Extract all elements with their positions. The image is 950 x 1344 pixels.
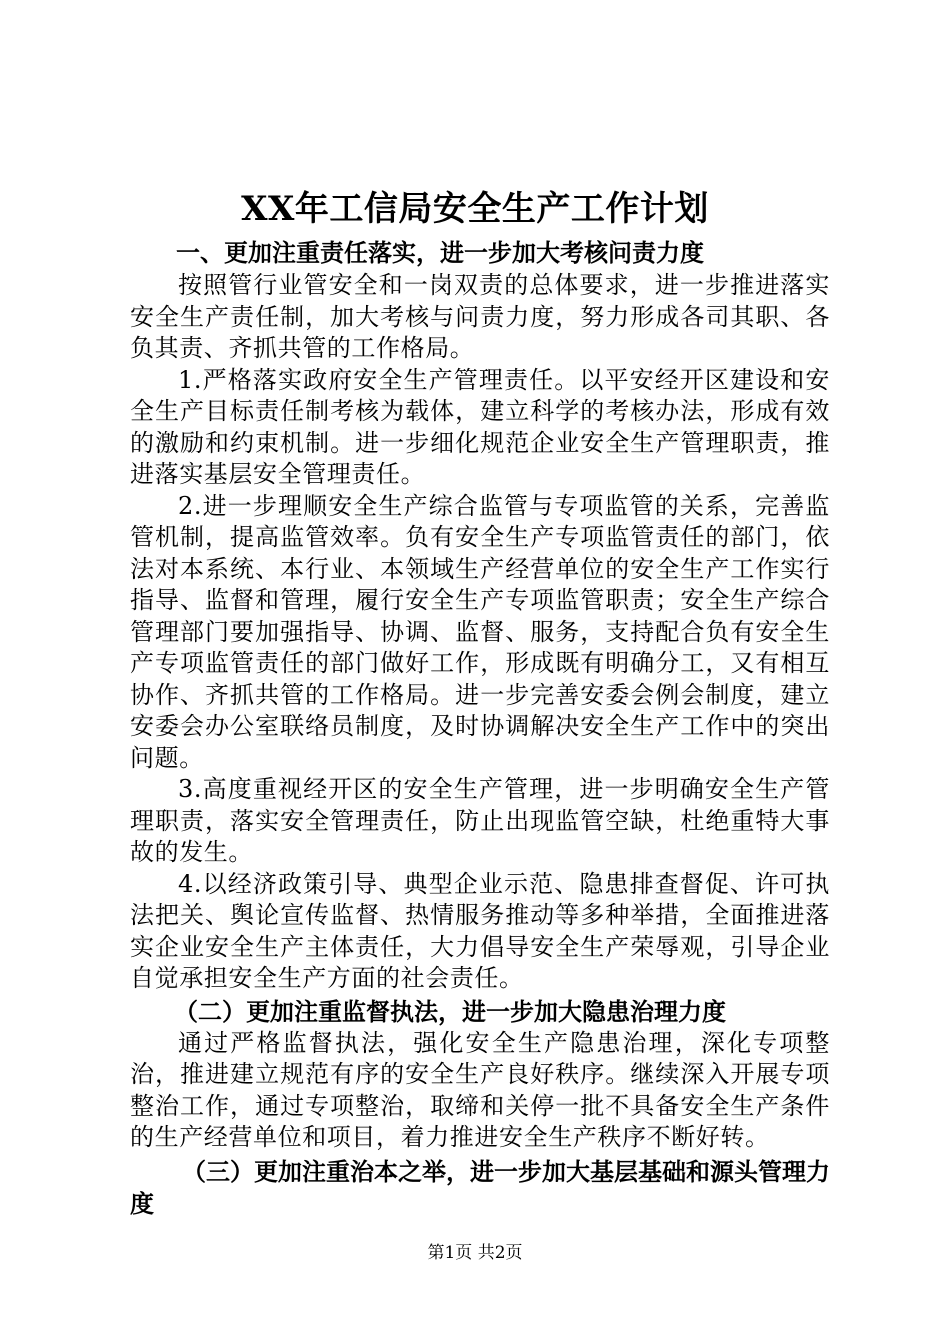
document-body <box>130 238 830 1220</box>
page-footer: 第1页 共2页 <box>427 1243 523 1263</box>
paragraph: 3.高度重视经开区的安全生产管理，进一步明确安全生产管理职责，落实安全管理责任，防止出现监管空缺，杜绝重特大事故的发生。 <box>130 775 830 866</box>
paragraph: 1.严格落实政府安全生产管理责任。以平安经开区建设和安全生产目标责任制考核为载体，建立科学的考核办法，形成有效的激励和约束机制。进一步细化规范企业安全生产管理职责，推进落实基层安全管理责任。 <box>130 365 830 488</box>
document-title: XX年工信局安全生产工作计划 <box>241 189 709 229</box>
section-heading-1: 一、更加注重责任落实，进一步加大考核问责力度 <box>176 239 704 267</box>
paragraph: 按照管行业管安全和一岗双责的总体要求，进一步推进落实安全生产责任制，加大考核与问责力度，努力形成各司其职、各负其责、齐抓共管的工作格局。 <box>130 271 830 362</box>
section-heading-3: （三）更加注重治本之举，进一步加大基层基础和源头管理力度 <box>130 1157 830 1218</box>
paragraph: 通过严格监督执法，强化安全生产隐患治理，深化专项整治，推进建立规范有序的安全生产良好秩序。继续深入开展专项整治工作，通过专项整治，取缔和关停一批不具备安全生产条件的生产经营单位和项目，着力推进安全生产秩序不断好转。 <box>130 1028 830 1151</box>
paragraph: 4.以经济政策引导、典型企业示范、隐患排查督促、许可执法把关、舆论宣传监督、热情服务推动等多种举措，全面推进落实企业安全生产主体责任，大力倡导安全生产荣辱观，引导企业自觉承担安全生产方面的社会责任。 <box>130 869 830 992</box>
section-heading-2: （二）更加注重监督执法，进一步加大隐患治理力度 <box>174 997 726 1026</box>
paragraph: 2.进一步理顺安全生产综合监管与专项监管的关系，完善监管机制，提高监管效率。负有安全生产专项监管责任的部门，依法对本系统、本行业、本领域生产经营单位的安全生产工作实行指导、监督和管理，履行安全生产专项监管职责；安全生产综合管理部门要加强指导、协调、监督、服务，支持配合负有安全生产专项监管责任的部门做好工作，形成既有明确分工，又有相互协作、齐抓共管的工作格局。进一步完善安委会例会制度，建立安委会办公室联络员制度，及时协调解决安全生产工作中的突出问题。 <box>130 491 830 772</box>
